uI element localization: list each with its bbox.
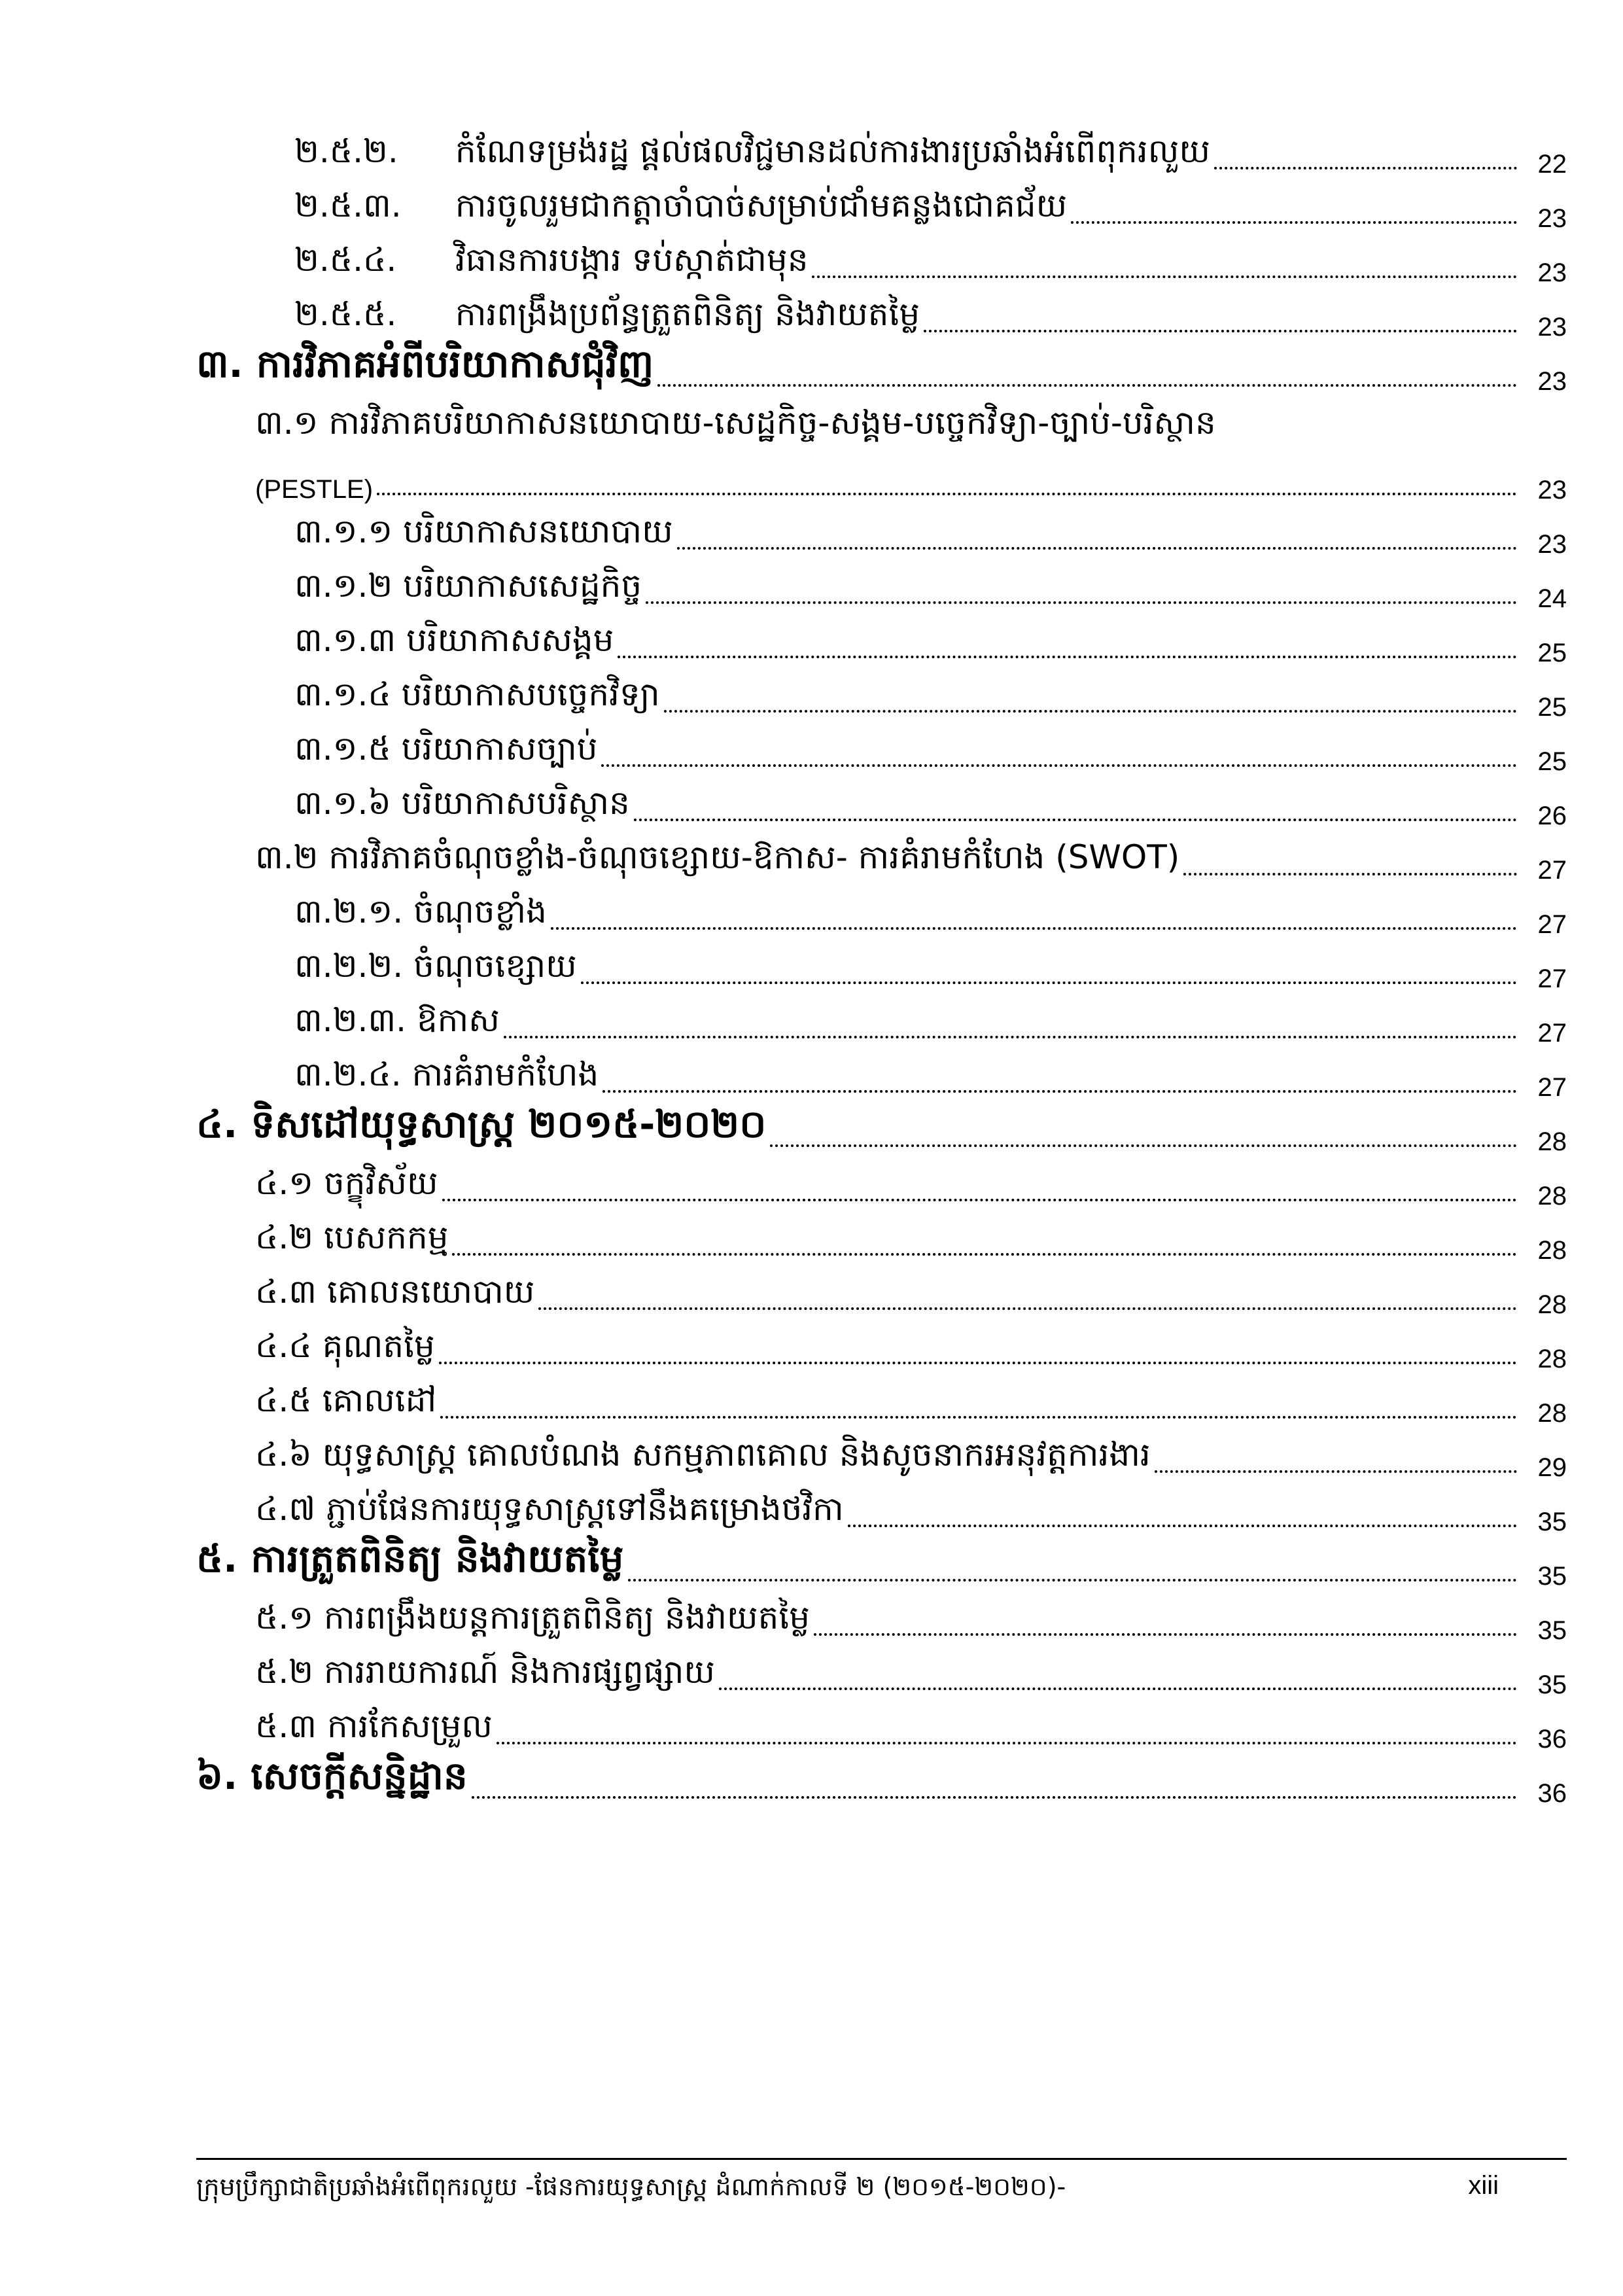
toc-dot-leader bbox=[452, 1253, 1517, 1256]
toc-page-number: 27 bbox=[1537, 964, 1567, 993]
toc-entry-label bbox=[294, 1000, 504, 1048]
toc-dot-leader bbox=[646, 601, 1517, 604]
toc-entry-number: ៣.២.៤. bbox=[294, 1055, 402, 1093]
toc-dot-leader bbox=[1071, 221, 1517, 224]
toc-page-number: 28 bbox=[1537, 1182, 1567, 1210]
toc-dot-leader bbox=[719, 1687, 1517, 1690]
toc-entry-label bbox=[294, 131, 1214, 179]
toc-entry-title: ការរាយការណ៍ និងការផ្សព្វផ្សាយ bbox=[324, 1653, 715, 1691]
toc-entry[interactable] bbox=[196, 939, 1567, 993]
toc-entry-number: ២.៥.៥. bbox=[294, 295, 397, 333]
toc-page-number: 28 bbox=[1537, 1399, 1567, 1428]
toc-entry[interactable] bbox=[196, 1699, 1567, 1754]
toc-dot-leader bbox=[657, 384, 1517, 387]
toc-dot-leader bbox=[602, 1090, 1517, 1093]
toc-entry-title: កំណែទម្រង់រដ្ឋ ផ្តល់ផលវិជ្ជមានដល់ការងារប្រឆាំងអំពើពុករលួយ bbox=[455, 132, 1210, 170]
toc-entry-number: ៣.១.៤ bbox=[294, 675, 391, 713]
toc-dot-leader bbox=[551, 927, 1517, 930]
toc-entry-title: (PESTLE) bbox=[255, 475, 374, 504]
toc-page-number: 36 bbox=[1537, 1725, 1567, 1754]
toc-page-number: 28 bbox=[1537, 1236, 1567, 1265]
toc-entry[interactable] bbox=[196, 450, 1567, 504]
toc-entry[interactable] bbox=[196, 1373, 1567, 1428]
toc-page-number: 23 bbox=[1537, 313, 1567, 342]
toc-entry-number: ៣.១.៥ bbox=[294, 730, 391, 768]
toc-entry-number: ៣.១.២ bbox=[294, 567, 393, 605]
footer-title: ក្រុមប្រឹក្សាជាតិប្រឆាំងអំពើពុករលួយ -ផែនការយុទ្ធសាស្ត្រ ដំណាក់កាលទី ២ (២០១៥-២០២០)- bbox=[196, 2172, 1066, 2201]
toc-entry[interactable] bbox=[196, 179, 1567, 233]
toc-entry-title: ការត្រួតពិនិត្យ និងវាយតម្លៃ bbox=[251, 1536, 624, 1581]
toc-entry-label bbox=[255, 1434, 1155, 1482]
toc-dot-leader bbox=[628, 1579, 1518, 1581]
toc-entry[interactable] bbox=[196, 613, 1567, 667]
toc-entry[interactable] bbox=[196, 1754, 1567, 1808]
toc-page-number: 35 bbox=[1537, 1562, 1567, 1591]
toc-page-number: 23 bbox=[1537, 204, 1567, 233]
toc-entry-number: ២.៥.៤. bbox=[294, 241, 397, 279]
toc-dot-leader bbox=[848, 1525, 1517, 1527]
toc-entry-title: បរិយាកាសបច្ចេកវិទ្យា bbox=[401, 675, 660, 713]
toc-entry-number: ៤.៦ bbox=[255, 1436, 312, 1474]
toc-entry-label bbox=[255, 402, 1220, 450]
toc-page-number: 25 bbox=[1537, 693, 1567, 722]
toc-entry-number: ២.៥.២. bbox=[294, 132, 398, 170]
toc-dot-leader bbox=[440, 1416, 1517, 1419]
toc-entry-label bbox=[255, 837, 1183, 885]
toc-entry-number: ៤.៧ bbox=[255, 1490, 316, 1528]
toc-entry[interactable] bbox=[196, 1210, 1567, 1265]
toc-entry-number: ៤.៥ bbox=[255, 1381, 312, 1419]
toc-entry[interactable] bbox=[196, 1265, 1567, 1319]
toc-entry[interactable] bbox=[196, 1645, 1567, 1699]
toc-entry-title: បរិយាកាសនយោបាយ bbox=[403, 512, 673, 550]
toc-dot-leader bbox=[1155, 1470, 1517, 1473]
toc-dot-leader bbox=[497, 1742, 1517, 1744]
toc-entry-title: ការពង្រឹងយន្តការត្រួតពិនិត្យ និងវាយតម្លៃ bbox=[324, 1598, 810, 1636]
toc-entry[interactable] bbox=[196, 1591, 1567, 1645]
toc-dot-leader bbox=[504, 1036, 1517, 1038]
toc-entry-number: ៤.២ bbox=[255, 1218, 314, 1256]
toc-entry-title: គោលនយោបាយ bbox=[326, 1273, 535, 1311]
toc-entry-label bbox=[255, 1217, 452, 1265]
toc-page-number: 23 bbox=[1537, 530, 1567, 559]
toc-entry-title: បរិយាកាសសង្គម bbox=[406, 621, 614, 659]
toc-entry[interactable] bbox=[196, 776, 1567, 830]
toc-entry-label bbox=[294, 294, 924, 342]
toc-entry-title: ការគំរាមកំហែង bbox=[411, 1055, 599, 1093]
toc-entry[interactable] bbox=[196, 885, 1567, 939]
toc-dot-leader bbox=[770, 1144, 1517, 1147]
toc-page-number: 26 bbox=[1537, 802, 1567, 830]
toc-entry[interactable] bbox=[196, 993, 1567, 1048]
toc-entry[interactable] bbox=[196, 1536, 1567, 1591]
toc-page-number: 25 bbox=[1537, 747, 1567, 776]
toc-entry[interactable] bbox=[196, 342, 1567, 396]
toc-entry-label bbox=[294, 185, 1071, 233]
toc-page-number: 23 bbox=[1537, 258, 1567, 287]
toc-page-number: 27 bbox=[1537, 1073, 1567, 1102]
toc-entry[interactable] bbox=[196, 124, 1567, 179]
toc-entry[interactable] bbox=[196, 1482, 1567, 1536]
toc-entry[interactable] bbox=[196, 722, 1567, 776]
toc-entry-label bbox=[255, 1163, 442, 1210]
toc-entry-title: គោលដៅ bbox=[322, 1381, 437, 1419]
toc-dot-leader bbox=[664, 710, 1517, 713]
toc-entry-title: យុទ្ធសាស្ត្រ គោលបំណង សកម្មភាពគោល និងសូចនាករអនុវត្តការងារ bbox=[322, 1436, 1151, 1474]
toc-entry-number: ៣.១ bbox=[255, 404, 319, 442]
toc-entry-label bbox=[196, 1101, 770, 1156]
toc-entry-title: សេចក្តីសន្និដ្ឋាន bbox=[251, 1754, 468, 1798]
toc-entry-title: ការវិភាគអំពីបរិយាកាសជុំវិញ bbox=[256, 342, 654, 386]
toc-entry-title: ការពង្រឹងប្រព័ន្ធត្រួតពិនិត្យ និងវាយតម្លៃ bbox=[455, 295, 920, 333]
toc-entry-label bbox=[294, 620, 618, 667]
toc-entry-number: ៣. bbox=[196, 342, 243, 386]
toc-entry-title: វិធានការបង្ការ ទប់ស្កាត់ជាមុន bbox=[455, 241, 809, 279]
toc-entry[interactable] bbox=[196, 667, 1567, 722]
toc-entry-label bbox=[255, 1651, 719, 1699]
toc-entry-label bbox=[294, 891, 551, 939]
toc-entry-label bbox=[255, 1489, 848, 1536]
toc-entry-number: ៤.៣ bbox=[255, 1273, 317, 1311]
toc-entry-title: ការចូលរួមជាកត្តាចាំបាច់សម្រាប់ជាំមគន្លងជោគជ័យ bbox=[455, 186, 1068, 224]
toc-entry-label bbox=[255, 1706, 497, 1754]
toc-entry[interactable] bbox=[196, 1428, 1567, 1482]
toc-entry[interactable] bbox=[196, 504, 1567, 559]
toc-entry-title: ការកែសម្រួល bbox=[326, 1707, 493, 1745]
toc-entry-label bbox=[255, 1326, 439, 1373]
toc-entry-number: ២.៥.៣. bbox=[294, 186, 402, 224]
toc-entry-title: បរិយាកាសបរិស្ថាន bbox=[401, 784, 630, 822]
toc-entry[interactable] bbox=[196, 1319, 1567, 1373]
toc-entry-title: បេសកកម្ម bbox=[324, 1218, 449, 1256]
toc-page-number: 29 bbox=[1537, 1453, 1567, 1482]
toc-entry-label bbox=[255, 1271, 538, 1319]
toc-entry[interactable] bbox=[196, 559, 1567, 613]
toc-entry-number: ៦. bbox=[196, 1754, 238, 1798]
toc-entry-title: ការវិភាគបរិយាកាសនយោបាយ-សេដ្ឋកិច្ច-សង្គម-បច្ចេកវិទ្យា-ច្បាប់-បរិស្ថាន bbox=[328, 404, 1216, 442]
toc-entry-title: ចក្ខុវិស័យ bbox=[324, 1164, 438, 1202]
toc-entry[interactable] bbox=[196, 233, 1567, 287]
toc-entry-title: ចំណុចខ្សោយ bbox=[413, 947, 577, 985]
toc-entry-label bbox=[255, 475, 377, 504]
toc-entry-label bbox=[294, 728, 601, 776]
toc-entry-number: ៥.១ bbox=[255, 1598, 314, 1636]
toc-entry-label bbox=[196, 1535, 628, 1591]
toc-dot-leader bbox=[1183, 873, 1517, 875]
toc-dot-leader bbox=[1214, 167, 1517, 169]
footer-page-number: xiii bbox=[1468, 2171, 1499, 2200]
toc-page-number: 27 bbox=[1537, 1019, 1567, 1048]
toc-entry-number: ៤.១ bbox=[255, 1164, 314, 1202]
toc-dot-leader bbox=[924, 330, 1517, 332]
toc-entry[interactable] bbox=[196, 396, 1567, 450]
toc-page-number: 35 bbox=[1537, 1508, 1567, 1536]
toc-entry-number: ៤.៤ bbox=[255, 1327, 312, 1365]
toc-entry-title: គុណតម្លៃ bbox=[322, 1327, 435, 1365]
toc-page-number: 28 bbox=[1537, 1127, 1567, 1156]
toc-entry-label bbox=[196, 1752, 472, 1808]
toc-entry-label bbox=[294, 783, 634, 830]
toc-entry-label bbox=[255, 1380, 440, 1428]
toc-entry[interactable] bbox=[196, 287, 1567, 342]
toc-entry-label bbox=[196, 340, 657, 396]
toc-page-number: 36 bbox=[1537, 1779, 1567, 1808]
table-of-contents bbox=[196, 124, 1567, 1808]
toc-entry-number: ៣.២.២. bbox=[294, 947, 404, 985]
footer-divider bbox=[196, 2158, 1567, 2160]
toc-page-number: 27 bbox=[1537, 910, 1567, 939]
toc-entry-label bbox=[294, 1054, 602, 1102]
toc-entry-number: ៥. bbox=[196, 1536, 238, 1581]
toc-entry-number: ៥.២ bbox=[255, 1653, 314, 1691]
toc-page-number: 28 bbox=[1537, 1290, 1567, 1319]
toc-entry[interactable] bbox=[196, 830, 1567, 885]
toc-page-number: 25 bbox=[1537, 639, 1567, 667]
toc-entry-title: ការវិភាគចំណុចខ្លាំង-ចំណុចខ្សោយ-ឱកាស- ការគំរាមកំហែង (SWOT) bbox=[328, 838, 1180, 876]
toc-page-number: 27 bbox=[1537, 856, 1567, 885]
toc-dot-leader bbox=[812, 275, 1517, 278]
toc-entry-title: ឱកាស bbox=[416, 1001, 500, 1039]
toc-entry-label bbox=[294, 674, 664, 722]
toc-entry-number: ៣.២.៣. bbox=[294, 1001, 406, 1039]
toc-entry-label bbox=[294, 565, 646, 613]
toc-entry-title: ភ្ជាប់ផែនការយុទ្ធសាស្ត្រទៅនឹងគម្រោងថវិកា bbox=[326, 1490, 844, 1528]
toc-page-number: 24 bbox=[1537, 584, 1567, 613]
toc-page-number: 35 bbox=[1537, 1616, 1567, 1645]
toc-entry-label bbox=[294, 511, 677, 559]
toc-entry[interactable] bbox=[196, 1048, 1567, 1102]
toc-entry-number: ៥.៣ bbox=[255, 1707, 317, 1745]
toc-entry-number: ៤. bbox=[196, 1102, 238, 1146]
toc-page-number: 35 bbox=[1537, 1670, 1567, 1699]
toc-dot-leader bbox=[618, 656, 1517, 658]
toc-dot-leader bbox=[581, 981, 1517, 984]
toc-entry-number: ៣.២.១. bbox=[294, 892, 404, 930]
toc-entry-label bbox=[294, 239, 812, 287]
toc-entry-label bbox=[255, 1597, 814, 1645]
toc-entry-title: ទិសដៅយុទ្ធសាស្ត្រ ២០១៥-២០២០ bbox=[251, 1102, 767, 1146]
toc-dot-leader bbox=[472, 1796, 1517, 1799]
toc-entry[interactable] bbox=[196, 1102, 1567, 1156]
toc-page-number: 23 bbox=[1537, 476, 1567, 504]
toc-dot-leader bbox=[601, 764, 1517, 767]
toc-dot-leader bbox=[814, 1633, 1517, 1636]
toc-dot-leader bbox=[634, 819, 1517, 821]
toc-page-number: 23 bbox=[1537, 367, 1567, 396]
toc-entry[interactable] bbox=[196, 1156, 1567, 1210]
toc-entry-title: បរិយាកាសសេដ្ឋកិច្ច bbox=[403, 567, 642, 605]
toc-entry-title: បរិយាកាសច្បាប់ bbox=[401, 730, 598, 768]
toc-dot-leader bbox=[442, 1199, 1517, 1201]
toc-entry-label bbox=[294, 945, 581, 993]
toc-entry-title: ចំណុចខ្លាំង bbox=[413, 892, 547, 930]
toc-dot-leader bbox=[377, 493, 1517, 495]
toc-dot-leader bbox=[439, 1362, 1517, 1364]
toc-entry-number: ៣.១.១ bbox=[294, 512, 393, 550]
toc-page-number: 28 bbox=[1537, 1345, 1567, 1373]
toc-dot-leader bbox=[538, 1307, 1517, 1310]
toc-entry-number: ៣.១.៦ bbox=[294, 784, 391, 822]
toc-dot-leader bbox=[677, 547, 1517, 550]
toc-entry-number: ៣.១.៣ bbox=[294, 621, 396, 659]
toc-entry-number: ៣.២ bbox=[255, 838, 319, 876]
toc-page-number: 22 bbox=[1537, 150, 1567, 179]
